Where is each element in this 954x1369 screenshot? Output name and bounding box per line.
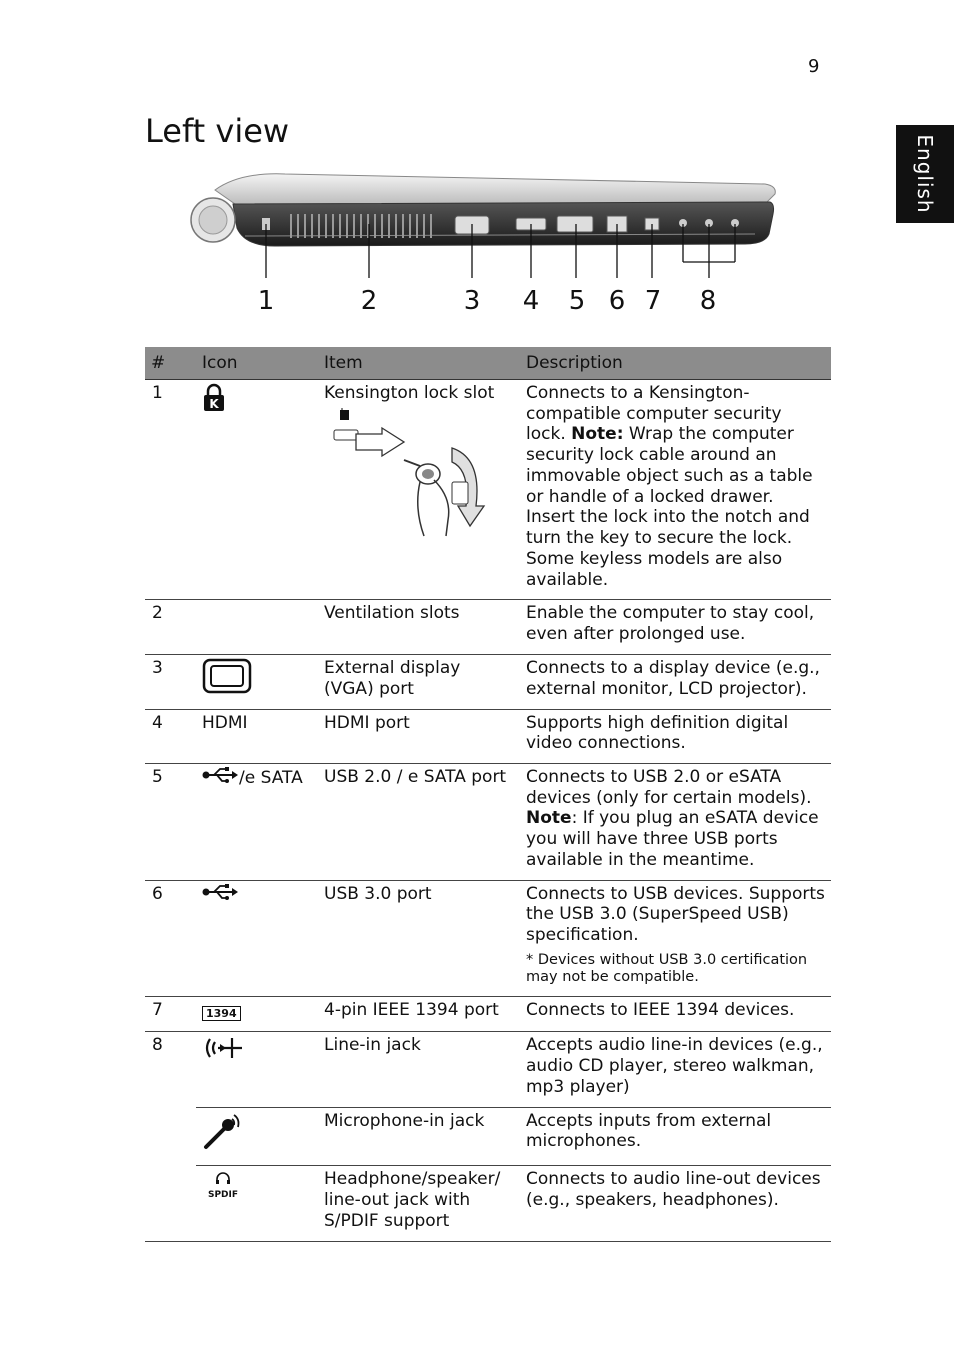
- vga-icon: [202, 658, 252, 700]
- row-num: 5: [145, 764, 196, 881]
- line-in-icon: [202, 1046, 244, 1066]
- callout-4: 4: [522, 286, 540, 316]
- language-tab: [896, 125, 954, 223]
- header-description: Description: [520, 347, 831, 380]
- callout-7: 7: [644, 286, 662, 316]
- laptop-left-view-figure: [145, 168, 831, 328]
- row-num: 2: [145, 600, 196, 654]
- kensington-lock-icon: [202, 383, 226, 419]
- table-row: [145, 880, 831, 996]
- table-row: [145, 1107, 831, 1166]
- row-small-note: * Devices without USB 3.0 certification may not be compatible.: [526, 951, 808, 986]
- hdmi-label: HDMI: [196, 709, 318, 763]
- row-note: : If you plug an eSATA device you will have three USB ports available in the meantime.: [526, 808, 819, 870]
- row-item: USB 2.0 / e SATA port: [318, 764, 520, 881]
- usb-icon: [202, 885, 242, 905]
- callout-5: 5: [568, 286, 586, 316]
- usb-icon: [202, 767, 238, 789]
- ieee1394-icon: 1394: [202, 1006, 241, 1021]
- row-item: Headphone/speaker/ line-out jack with S/PDIF support: [318, 1166, 520, 1241]
- row-description: Connects to USB 2.0 or eSATA devices (only for certain models).: [526, 767, 812, 808]
- page-title: Left view: [145, 112, 290, 150]
- table-row: [145, 996, 831, 1032]
- microphone-icon: [202, 1136, 244, 1156]
- laptop-side-illustration: [145, 168, 831, 278]
- row-item: HDMI port: [318, 709, 520, 763]
- note-label: Note:: [571, 424, 624, 445]
- row-item: Line-in jack: [318, 1032, 520, 1107]
- headphone-icon: [206, 1169, 240, 1200]
- svg-text:K: K: [209, 397, 219, 411]
- row-num: 3: [145, 654, 196, 709]
- callout-6: 6: [608, 286, 626, 316]
- row-description: Enable the computer to stay cool, even after prolonged use.: [520, 600, 831, 654]
- row-item: Kensington lock slot: [324, 383, 495, 403]
- table-row: [145, 1032, 831, 1107]
- table-row: [145, 654, 831, 709]
- row-item: Microphone-in jack: [318, 1107, 520, 1166]
- row-item: 4-pin IEEE 1394 port: [318, 996, 520, 1032]
- row-description: Connects to audio line-out devices (e.g., speakers, headphones).: [520, 1166, 831, 1241]
- header-item: Item: [318, 347, 520, 380]
- language-tab-label: English: [913, 134, 937, 214]
- row-num: 7: [145, 996, 196, 1032]
- row-description: Accepts audio line-in devices (e.g., audio CD player, stereo walkman, mp3 player): [520, 1032, 831, 1107]
- page-number: 9: [808, 56, 820, 77]
- table-row: [145, 600, 831, 654]
- row-note: Wrap the computer security lock cable around an immovable object such as a table or handle of a locked drawer. Insert the lock into the notch and turn the key to secure the lock. Some keyless models are also available.: [526, 424, 813, 590]
- callout-2: 2: [360, 286, 378, 316]
- row-num: 4: [145, 709, 196, 763]
- callout-1: 1: [257, 286, 275, 316]
- header-icon: Icon: [196, 347, 318, 380]
- row-item: Ventilation slots: [318, 600, 520, 654]
- table-row: [145, 380, 831, 600]
- spdif-label: SPDIF: [207, 1190, 239, 1201]
- row-description: Connects to a Kensington-compatible computer security lock.: [526, 383, 782, 445]
- table-row: [145, 709, 831, 763]
- row-description: Accepts inputs from external microphones.: [520, 1107, 831, 1166]
- row-num: 1: [145, 380, 196, 600]
- row-item: USB 3.0 port: [318, 880, 520, 996]
- lock-illustration: [324, 408, 494, 538]
- row-description: Connects to a display device (e.g., external monitor, LCD projector).: [520, 654, 831, 709]
- row-description: Supports high definition digital video connections.: [520, 709, 831, 763]
- callout-3: 3: [463, 286, 481, 316]
- note-label: Note: [526, 808, 572, 829]
- row-description: Connects to IEEE 1394 devices.: [520, 996, 831, 1032]
- row-num: 6: [145, 880, 196, 996]
- row-description: Connects to USB devices. Supports the USB 3.0 (SuperSpeed USB) specification.: [526, 883, 825, 946]
- table-header-row: [145, 347, 831, 380]
- table-row: [145, 1166, 831, 1241]
- esata-label: /e SATA: [239, 767, 303, 788]
- table-row: [145, 764, 831, 881]
- header-num: #: [145, 347, 196, 380]
- row-num: 8: [145, 1032, 196, 1241]
- row-item: External display (VGA) port: [318, 654, 520, 709]
- port-spec-table: [145, 347, 831, 1242]
- callout-8: 8: [699, 286, 717, 316]
